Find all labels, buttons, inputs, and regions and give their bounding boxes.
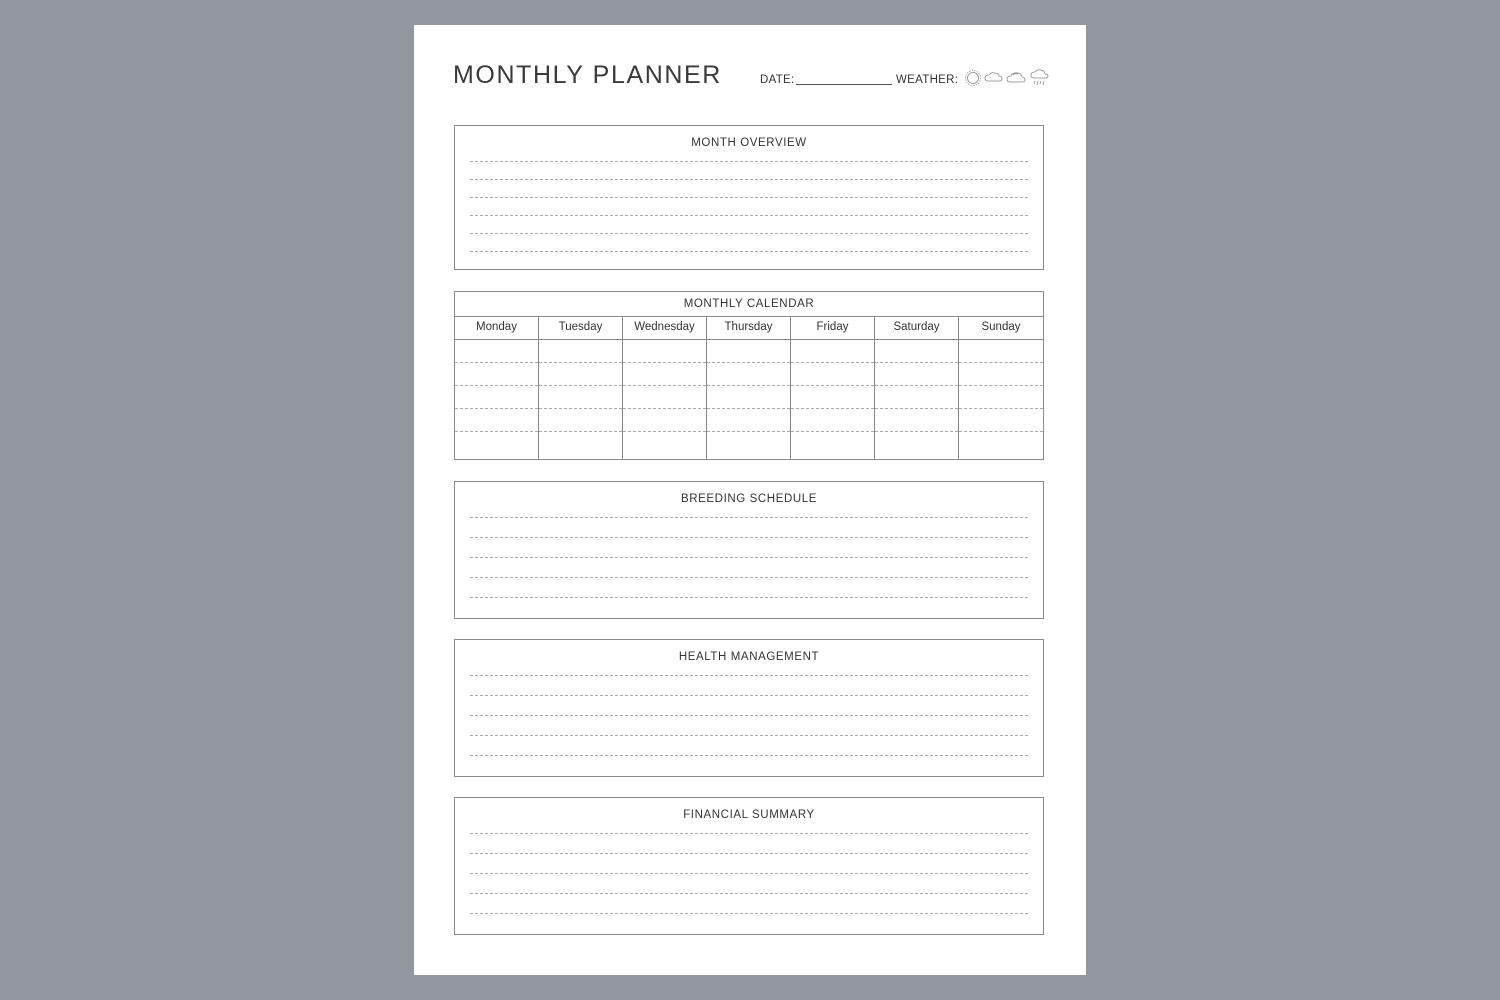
calendar-cell[interactable] (959, 432, 1043, 455)
calendar-cell[interactable] (455, 386, 538, 409)
writing-line[interactable] (470, 161, 1028, 162)
writing-line[interactable] (470, 537, 1028, 538)
calendar-cell[interactable] (455, 409, 538, 432)
calendar-cell[interactable] (875, 363, 958, 386)
calendar-cell[interactable] (707, 432, 790, 455)
calendar-cell[interactable] (791, 340, 874, 363)
writing-line[interactable] (470, 215, 1028, 216)
writing-line[interactable] (470, 233, 1028, 234)
monthly-calendar-title: MONTHLY CALENDAR (455, 292, 1043, 317)
writing-line[interactable] (470, 913, 1028, 914)
day-header-friday: Friday (791, 316, 874, 340)
calendar-cell[interactable] (959, 363, 1043, 386)
calendar-cell[interactable] (791, 363, 874, 386)
breeding-schedule-title: BREEDING SCHEDULE (680, 493, 818, 505)
calendar-cell[interactable] (875, 409, 958, 432)
health-management-title: HEALTH MANAGEMENT (678, 651, 820, 663)
planner-page (414, 25, 1086, 975)
writing-line[interactable] (470, 755, 1028, 756)
cloudy-icon[interactable] (1007, 73, 1025, 82)
calendar-cell[interactable] (959, 409, 1043, 432)
calendar-cell[interactable] (875, 340, 958, 363)
calendar-cell[interactable] (455, 432, 538, 455)
writing-line[interactable] (470, 715, 1028, 716)
writing-line[interactable] (470, 577, 1028, 578)
calendar-column-saturday (875, 316, 959, 459)
writing-line[interactable] (470, 735, 1028, 736)
calendar-column-monday (455, 316, 539, 459)
calendar-cell[interactable] (623, 432, 706, 455)
calendar-column-friday (791, 316, 875, 459)
calendar-cell[interactable] (623, 409, 706, 432)
financial-summary-title: FINANCIAL SUMMARY (683, 809, 815, 821)
day-header-wednesday: Wednesday (623, 316, 706, 340)
day-header-tuesday: Tuesday (539, 316, 622, 340)
calendar-cell[interactable] (539, 409, 622, 432)
writing-line[interactable] (470, 675, 1028, 676)
calendar-cell[interactable] (875, 386, 958, 409)
writing-line[interactable] (470, 893, 1028, 894)
writing-line[interactable] (470, 597, 1028, 598)
calendar-cell[interactable] (539, 432, 622, 455)
cloud-icon[interactable] (985, 73, 1002, 81)
weather-label: WEATHER: (896, 74, 959, 86)
writing-line[interactable] (470, 853, 1028, 854)
calendar-cell[interactable] (539, 340, 622, 363)
calendar-cell[interactable] (791, 432, 874, 455)
calendar-cell[interactable] (539, 386, 622, 409)
calendar-cell[interactable] (455, 363, 538, 386)
calendar-column-thursday (707, 316, 791, 459)
calendar-cell[interactable] (791, 386, 874, 409)
monthly-calendar-section (454, 291, 1044, 460)
day-header-thursday: Thursday (707, 316, 790, 340)
calendar-cell[interactable] (707, 340, 790, 363)
writing-line[interactable] (470, 557, 1028, 558)
calendar-column-wednesday (623, 316, 707, 459)
calendar-cell[interactable] (623, 363, 706, 386)
date-field[interactable] (796, 84, 892, 85)
calendar-cell[interactable] (707, 409, 790, 432)
calendar-grid (455, 316, 1043, 459)
calendar-cell[interactable] (959, 386, 1043, 409)
calendar-cell[interactable] (875, 432, 958, 455)
calendar-cell[interactable] (539, 363, 622, 386)
writing-line[interactable] (470, 873, 1028, 874)
weather-icons (964, 68, 1050, 88)
financial-summary-section (454, 797, 1044, 935)
day-header-saturday: Saturday (875, 316, 958, 340)
calendar-cell[interactable] (791, 409, 874, 432)
calendar-column-tuesday (539, 316, 623, 459)
writing-line[interactable] (470, 695, 1028, 696)
calendar-cell[interactable] (707, 386, 790, 409)
month-overview-section (454, 125, 1044, 270)
writing-line[interactable] (470, 197, 1028, 198)
breeding-schedule-section (454, 481, 1044, 619)
calendar-cell[interactable] (707, 363, 790, 386)
page-title: MONTHLY PLANNER (453, 61, 722, 89)
sun-icon[interactable] (966, 71, 981, 86)
writing-line[interactable] (470, 251, 1028, 252)
calendar-cell[interactable] (959, 340, 1043, 363)
rain-icon[interactable] (1031, 70, 1048, 85)
writing-line[interactable] (470, 179, 1028, 180)
day-header-sunday: Sunday (959, 316, 1043, 340)
calendar-cell[interactable] (623, 340, 706, 363)
date-label: DATE: (760, 74, 795, 86)
writing-line[interactable] (470, 517, 1028, 518)
writing-line[interactable] (470, 833, 1028, 834)
calendar-cell[interactable] (623, 386, 706, 409)
calendar-cell[interactable] (455, 340, 538, 363)
health-management-section (454, 639, 1044, 777)
day-header-monday: Monday (455, 316, 538, 340)
month-overview-title: MONTH OVERVIEW (691, 137, 807, 149)
calendar-column-sunday (959, 316, 1043, 459)
